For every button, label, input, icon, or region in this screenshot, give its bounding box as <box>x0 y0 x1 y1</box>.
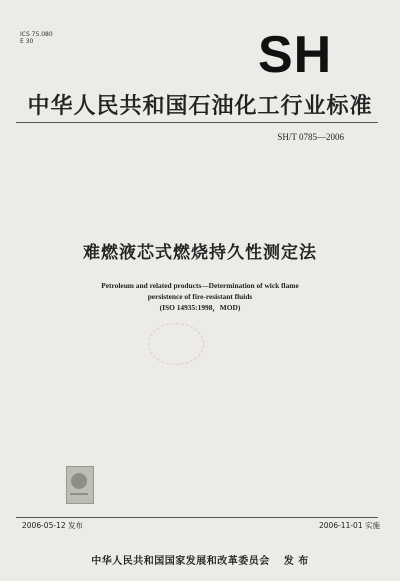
english-document-title <box>20 280 380 313</box>
industry-standard-title: 中华人民共和国石油化工行业标准 <box>27 94 373 119</box>
top-divider <box>16 122 378 123</box>
ics-code: ICS 75.080 <box>20 31 53 38</box>
issue-date: 2006-05-12 发布 <box>22 521 83 530</box>
issue-word: 发 布 <box>283 556 309 567</box>
issuing-authority <box>0 552 400 567</box>
standard-number: SH/T 0785—2006 <box>277 132 344 142</box>
sh-logo: SH <box>258 26 333 84</box>
emblem-bar <box>70 493 88 495</box>
class-code: E 30 <box>20 38 34 45</box>
emblem-image <box>66 466 94 504</box>
issuer-name: 中华人民共和国国家发展和改革委员会 <box>91 556 270 567</box>
english-title-line-3: (ISO 14935:1998，MOD) <box>159 303 241 312</box>
english-title-line-1: Petroleum and related products—Determination of wick flame <box>101 281 299 290</box>
classification-codes <box>20 31 53 45</box>
implementation-date: 2006-11-01 实施 <box>319 521 380 530</box>
faded-stamp <box>148 323 204 365</box>
english-title-line-2: persistence of fire-resistant fluids <box>147 292 253 301</box>
emblem-seal <box>71 473 87 489</box>
chinese-document-title: 难燃液芯式燃烧持久性测定法 <box>83 243 317 263</box>
bottom-divider <box>16 517 378 518</box>
